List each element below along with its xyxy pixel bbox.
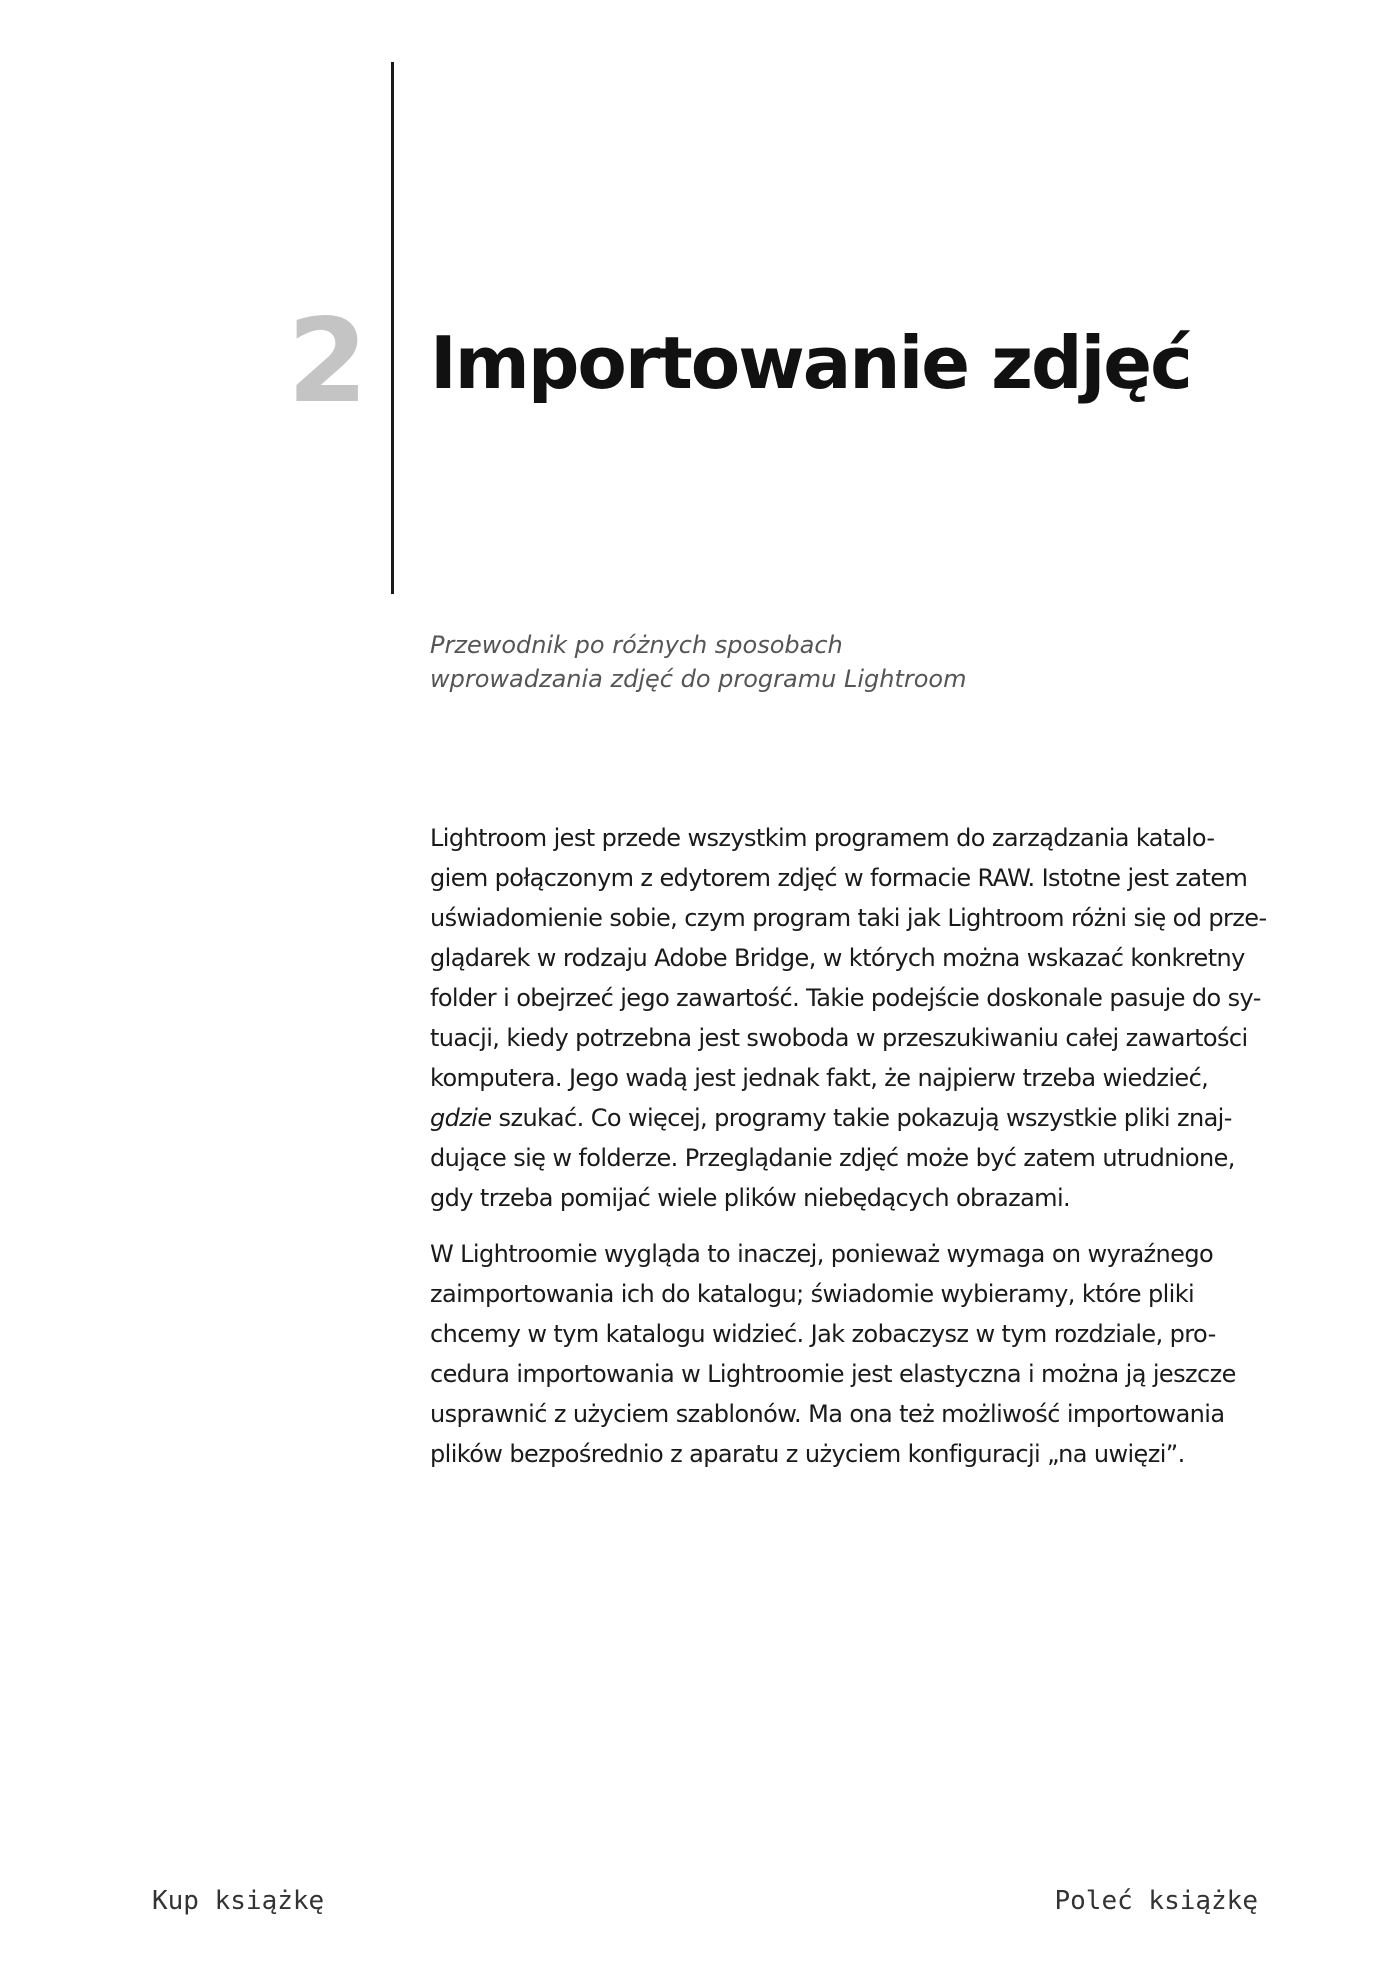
text-line: W Lightroomie wygląda to inaczej, ponieważ wymaga on wyraźnego — [430, 1240, 1214, 1268]
text-line: chcemy w tym katalogu widzieć. Jak zobaczysz w tym rozdziale, pro- — [430, 1320, 1216, 1348]
text-line: zaimportowania ich do katalogu; świadomie wybieramy, które pliki — [430, 1280, 1195, 1308]
text-line: usprawnić z użyciem szablonów. Ma ona też możliwość importowania — [430, 1400, 1225, 1428]
intro-paragraph-2 — [430, 1234, 1270, 1474]
text-fragment: szukać. Co więcej, programy takie pokazują wszystkie pliki znaj- — [491, 1104, 1232, 1132]
subtitle-line: Przewodnik po różnych sposobach — [430, 631, 843, 659]
text-line: Lightroom jest przede wszystkim programem do zarządzania katalo- — [430, 824, 1215, 852]
recommend-book-link[interactable]: Poleć książkę — [1054, 1886, 1258, 1916]
subtitle-line: wprowadzania zdjęć do programu Lightroom — [430, 665, 967, 693]
text-line: tuacji, kiedy potrzebna jest swoboda w przeszukiwaniu całej zawartości — [430, 1024, 1248, 1052]
text-line — [430, 1098, 1270, 1138]
text-line: komputera. Jego wadą jest jednak fakt, że najpierw trzeba wiedzieć, — [430, 1064, 1209, 1092]
intro-paragraph-1 — [430, 818, 1270, 1218]
text-line: dujące się w folderze. Przeglądanie zdjęć może być zatem utrudnione, — [430, 1144, 1235, 1172]
text-line: gdy trzeba pomijać wiele plików niebędących obrazami. — [430, 1184, 1071, 1212]
chapter-title: Importowanie zdjęć — [430, 321, 1191, 405]
text-line: uświadomienie sobie, czym program taki jak Lightroom różni się od prze- — [430, 904, 1267, 932]
buy-book-link[interactable]: Kup książkę — [152, 1886, 325, 1916]
text-line: plików bezpośrednio z aparatu z użyciem konfiguracji „na uwięzi”. — [430, 1440, 1185, 1468]
text-line: glądarek w rodzaju Adobe Bridge, w których można wskazać konkretny — [430, 944, 1245, 972]
chapter-subtitle — [430, 628, 1150, 696]
chapter-divider-rule — [391, 62, 394, 594]
text-line: cedura importowania w Lightroomie jest elastyczna i można ją jeszcze — [430, 1360, 1236, 1388]
chapter-intro — [430, 818, 1270, 1490]
text-line: folder i obejrzeć jego zawartość. Takie podejście doskonale pasuje do sy- — [430, 984, 1261, 1012]
chapter-number: 2 — [287, 294, 366, 429]
emphasis-word: gdzie — [430, 1104, 492, 1132]
text-line: giem połączonym z edytorem zdjęć w formacie RAW. Istotne jest zatem — [430, 864, 1248, 892]
